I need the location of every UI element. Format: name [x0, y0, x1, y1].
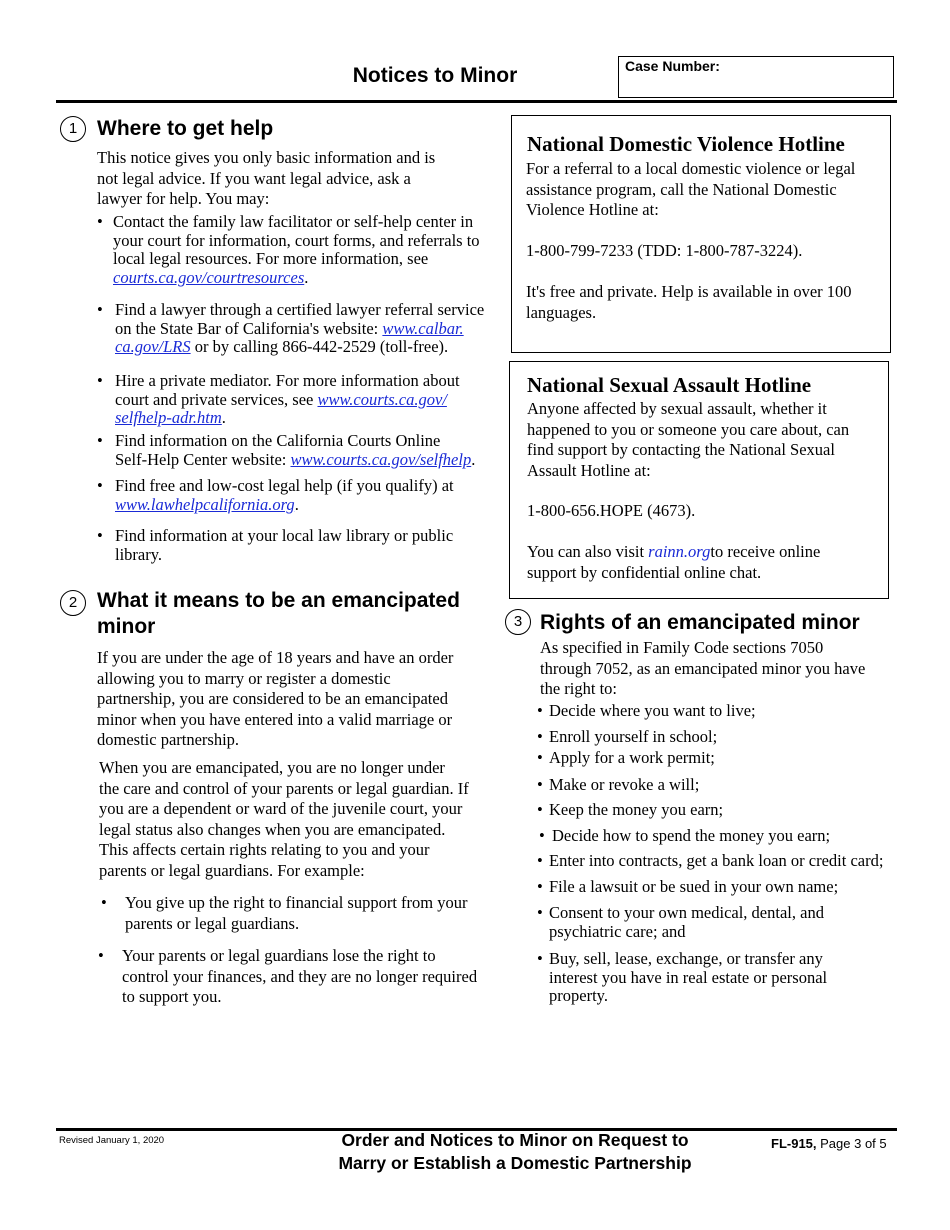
list-item: • Enter into contracts, get a bank loan or credit card; [537, 851, 884, 870]
link-lawhelp[interactable]: www.lawhelpcalifornia.org [115, 494, 295, 514]
list-item: • Contact the family law facilitator or self-help center in your court for information, court forms, and referrals to local legal resources. For more information, see courts.ca.gov/courtresources. [97, 212, 480, 287]
list-item: • Find free and low-cost legal help (if you qualify) at www.lawhelpcalifornia.org. [97, 476, 454, 514]
case-number-box[interactable] [618, 56, 894, 98]
sa-hotline-heading: National Sexual Assault Hotline [527, 373, 812, 397]
revised-date: Revised January 1, 2020 [59, 1135, 165, 1146]
list-item: • Find a lawyer through a certified lawyer referral service on the State Bar of California's website: www.calbar. ca.gov/LRS or by calling 866-442-2529 (toll-free). [97, 300, 485, 356]
dv-hotline-text: For a referral to a local domestic violence or legal assistance program, call the National Domestic Violence Hotline at: [526, 159, 856, 219]
list-item: • Apply for a work permit; [537, 748, 715, 767]
list-item: • Your parents or legal guardians lose the right to control your finances, and they are no longer required to support you. [98, 946, 478, 1006]
link-selfhelp[interactable]: www.courts.ca.gov/selfhelp [290, 449, 472, 469]
link-courtresources[interactable]: courts.ca.gov/courtresources [113, 267, 305, 287]
section-number-1: 1 [60, 116, 86, 142]
section1-intro: This notice gives you only basic information and is not legal advice. If you want legal advice, ask a lawyer for help. You may: [97, 148, 436, 208]
footer-form-id [771, 1136, 887, 1151]
section2-para1: If you are under the age of 18 years and have an order allowing you to marry or register a domestic partnership, you are considered to be an emancipated minor when you have entered into a valid marriage or domestic partnership. [97, 648, 454, 749]
sa-hotline-visit: You can also visit rainn.orgto receive online support by confidential online chat. [527, 542, 821, 582]
sexual-assault-hotline-box [509, 361, 889, 599]
section3-intro: As specified in Family Code sections 7050 through 7052, as an emancipated minor you have the right to: [540, 638, 866, 698]
list-item: • Buy, sell, lease, exchange, or transfer any interest you have in real estate or personal property. [537, 949, 828, 1005]
list-item: • File a lawsuit or be sued in your own name; [537, 877, 839, 896]
list-item: • Make or revoke a will; [537, 775, 700, 794]
section1-heading: Where to get help [97, 117, 274, 140]
page-number: Page 3 of 5 [820, 1136, 887, 1151]
sa-hotline-text: Anyone affected by sexual assault, whether it happened to you or someone you care about, can find support by contacting the National Sexual Assault Hotline at: [527, 399, 850, 480]
case-number-label: Case Number: [625, 58, 720, 74]
list-item: • You give up the right to financial support from your parents or legal guardians. [101, 893, 468, 933]
section-number-3: 3 [505, 609, 531, 635]
section3-heading: Rights of an emancipated minor [540, 611, 860, 634]
link-courts-adr[interactable]: www.courts.ca.gov/ [317, 389, 447, 409]
list-item: • Keep the money you earn; [537, 800, 724, 819]
list-item: • Find information on the California Courts Online Self-Help Center website: www.courts.ca.gov/selfhelp. [97, 431, 476, 469]
list-item: • Enroll yourself in school; [537, 727, 718, 746]
dv-hotline-note: It's free and private. Help is available in over 100 languages. [526, 282, 852, 322]
link-calbar-lrs[interactable]: ca.gov/LRS [115, 337, 191, 356]
dv-hotline-heading: National Domestic Violence Hotline [527, 132, 845, 156]
list-item: • Decide where you want to live; [537, 701, 756, 720]
link-selfhelp-adr[interactable]: selfhelp-adr.htm [115, 408, 222, 427]
sa-hotline-phone: 1-800-656.HOPE (4673). [527, 501, 696, 520]
header-rule [56, 100, 897, 103]
link-rainn[interactable]: rainn.org [648, 542, 711, 561]
footer-form-title: Order and Notices to Minor on Request to Marry or Establish a Domestic Partnership [338, 1130, 692, 1173]
dv-hotline-phone: 1-800-799-7233 (TDD: 1-800-787-3224). [526, 241, 803, 260]
page-title: Notices to Minor [352, 64, 518, 87]
list-item: • Decide how to spend the money you earn; [539, 826, 831, 845]
list-item: • Hire a private mediator. For more information about court and private services, see www.courts.ca.gov/ selfhelp-adr.htm. [97, 371, 460, 427]
domestic-violence-hotline-box [511, 115, 891, 353]
list-item: • Find information at your local law library or public library. [97, 526, 454, 564]
section2-para2: When you are emancipated, you are no longer under the care and control of your parents or legal guardian. If you are a dependent or ward of the juvenile court, your legal status also changes when you are emancipated. This affects certain rights relating to you and your parents or legal guardians. For example: [99, 758, 469, 880]
list-item: • Consent to your own medical, dental, and psychiatric care; and [537, 903, 824, 941]
link-calbar[interactable]: www.calbar. [382, 318, 464, 338]
section-number-2: 2 [60, 590, 86, 616]
section2-heading: What it means to be an emancipated minor [97, 589, 460, 638]
form-id: FL-915, [771, 1136, 817, 1151]
